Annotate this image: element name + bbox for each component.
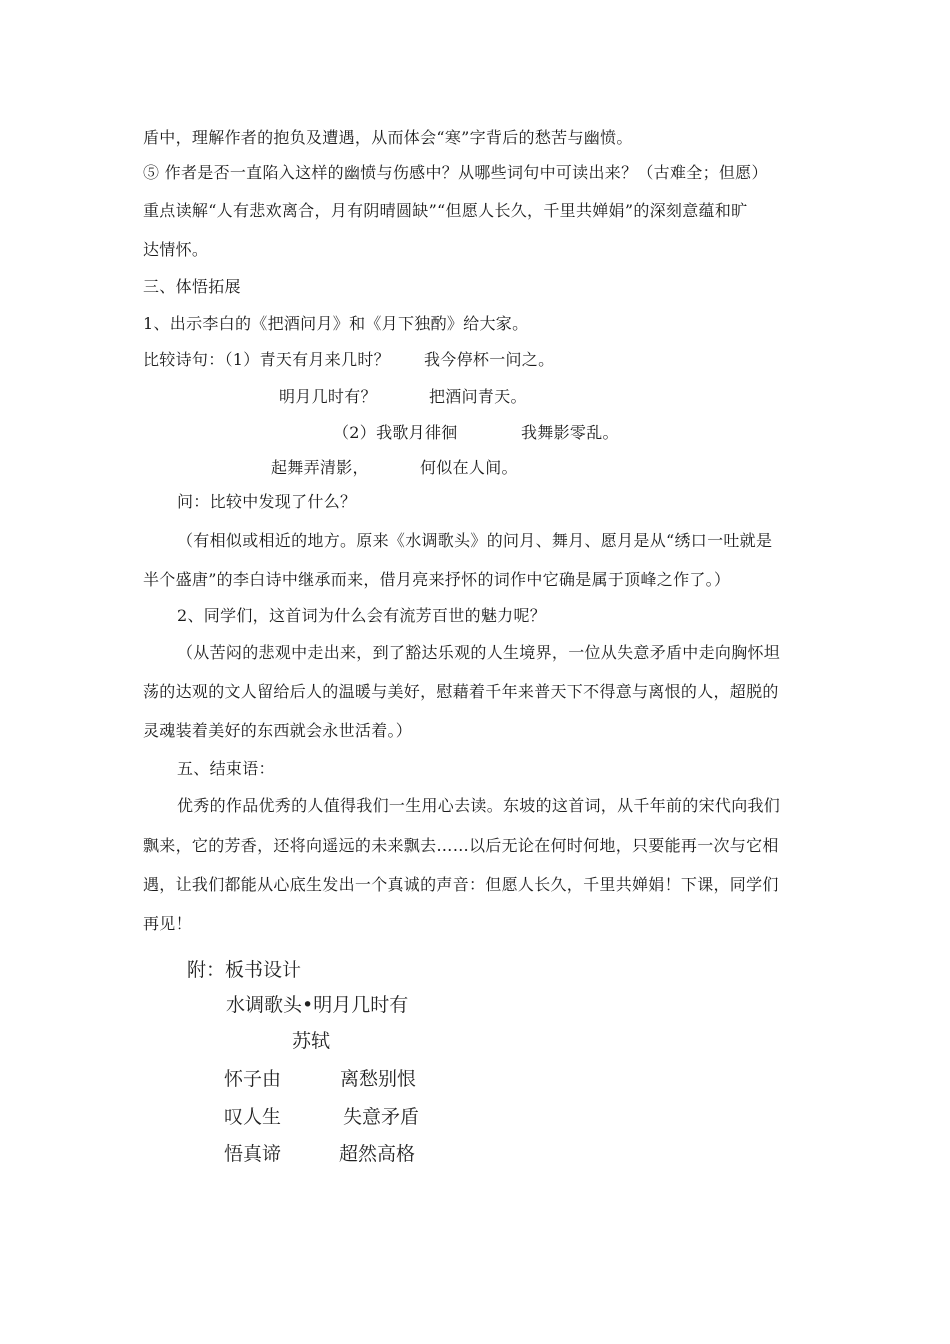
text-line: 2、同学们，这首词为什么会有流芳百世的魅力呢？ [177,606,547,625]
board-left-item: 悟真谛 [224,1143,282,1165]
text-line: 重点读解“人有悲欢离合，月有阴晴圆缺”“但愿人长久，千里共婵娟”的深刻意蕴和旷 [143,201,748,220]
text-line: （从苦闷的悲观中走出来，到了豁达乐观的人生境界，一位从失意矛盾中走向胸怀坦 [177,643,781,662]
text-line: 1、出示李白的《把酒问月》和《月下独酌》给大家。 [143,314,529,333]
text-line: 再见！ [143,914,192,933]
board-right-item: 离愁别恨 [340,1068,417,1090]
poem-compare-line: 起舞弄清影， [271,458,369,477]
text-line: 灵魂装着美好的东西就会永世活着。） [143,721,413,740]
poem-compare-line: 明月几时有？ [279,387,377,406]
poem-compare-line: 比较诗句：（1）青天有月来几时？ [143,350,390,369]
text-line: 半个盛唐”的李白诗中继承而来，借月亮来抒怀的词作中它确是属于顶峰之作了。） [143,570,731,589]
board-title: 水调歌头•明月几时有 [226,994,409,1016]
poem-compare-line: 何似在人间。 [420,458,518,477]
text-line: 盾中，理解作者的抱负及遭遇，从而体会“寒”字背后的愁苦与幽愤。 [143,128,633,147]
text-line: （有相似或相近的地方。原来《水调歌头》的问月、舞月、愿月是从“绣口一吐就是 [177,531,773,550]
poem-compare-line: 我今停杯一问之。 [424,350,555,369]
board-heading: 附：板书设计 [187,959,302,981]
board-author: 苏轼 [292,1030,331,1052]
board-right-item: 失意矛盾 [343,1106,420,1128]
board-left-item: 怀子由 [224,1068,282,1090]
text-line: 遇，让我们都能从心底生发出一个真诚的声音：但愿人长久，千里共婵娟！下课，同学们 [143,875,779,894]
section-heading: 五、结束语： [177,759,275,778]
board-right-item: 超然高格 [339,1143,416,1165]
text-line: 优秀的作品优秀的人值得我们一生用心去读。东坡的这首词，从千年前的宋代向我们 [177,796,781,815]
poem-compare-line: （2）我歌月徘徊 [333,423,458,442]
text-line: 达情怀。 [143,240,209,259]
text-line: ⑤ 作者是否一直陷入这样的幽愤与伤感中？从哪些词句中可读出来？（古难全；但愿） [143,163,768,182]
board-left-item: 叹人生 [224,1106,282,1128]
section-heading: 三、体悟拓展 [143,277,241,296]
text-line: 问：比较中发现了什么？ [177,492,357,511]
poem-compare-line: 把酒问青天。 [429,387,527,406]
text-line: 荡的达观的文人留给后人的温暖与美好，慰藉着千年来普天下不得意与离恨的人，超脱的 [143,682,779,701]
text-line: 飘来，它的芳香，还将向遥远的未来飘去……以后无论在何时何地，只要能再一次与它相 [143,836,779,855]
poem-compare-line: 我舞影零乱。 [521,423,619,442]
